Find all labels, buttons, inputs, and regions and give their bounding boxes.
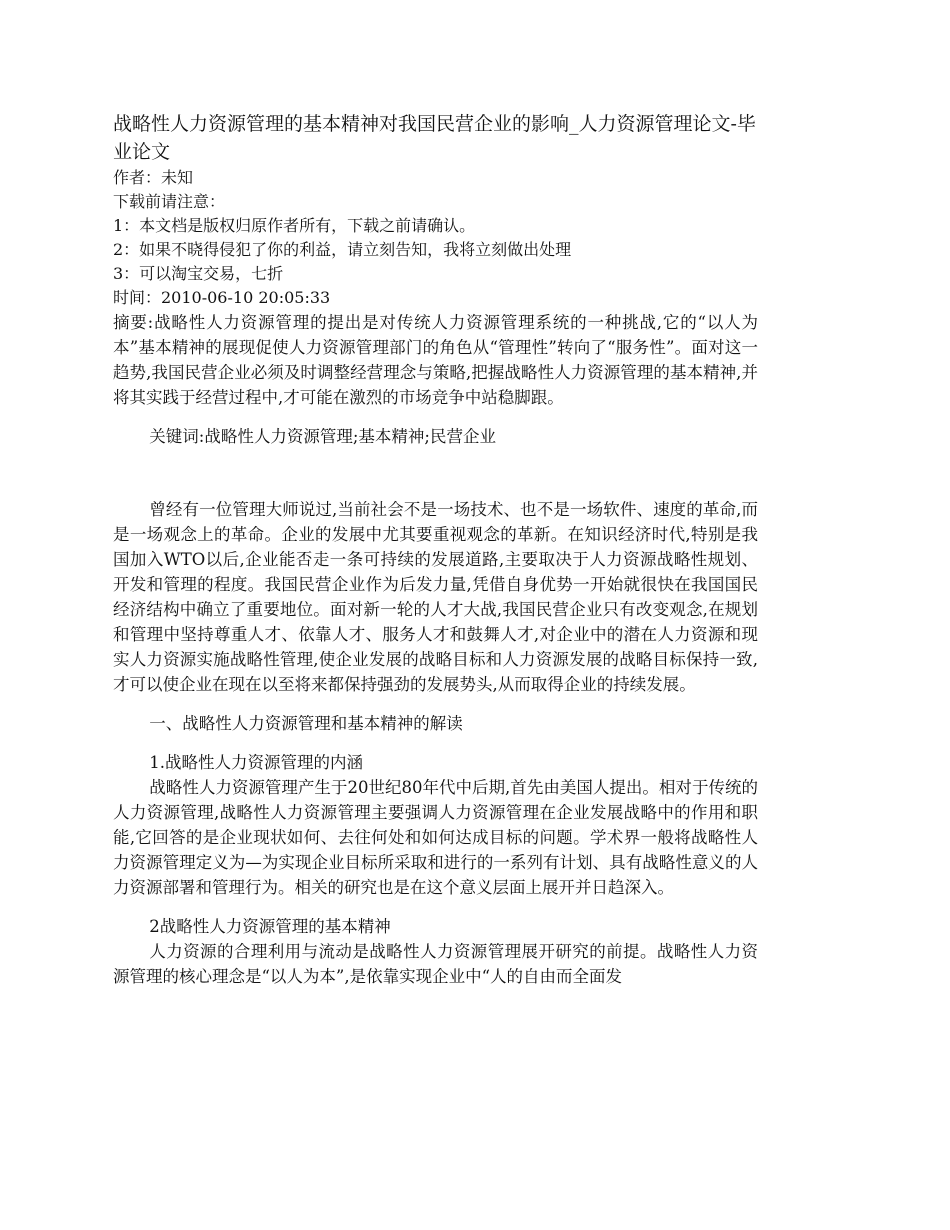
abstract-paragraph: 摘要:战略性人力资源管理的提出是对传统人力资源管理系统的一种挑战,它的“以人为本”基本精神的展现促使人力资源管理部门的角色从“管理性”转向了“服务性”。面对这一趋势,我国民营企业必须及时调整经营理念与策略,把握战略性人力资源管理的基本精神,并将其实践于经营过程中,才可能在激烈的市场竞争中站稳脚跟。 xyxy=(113,313,758,407)
intro-paragraph: 曾经有一位管理大师说过,当前社会不是一场技术、也不是一场软件、速度的革命,而是一场观念上的革命。企业的发展中尤其要重视观念的革新。在知识经济时代,特别是我国加入WTO以后,企业能否走一条可持续的发展道路,主要取决于人力资源战略性规划、开发和管理的程度。我国民营企业作为后发力量,凭借自身优势一开始就很快在我国国民经济结构中确立了重要地位。面对新一轮的人才大战,我国民营企业只有改变观念,在规划和管理中坚持尊重人才、依靠人才、服务人才和鼓舞人才,对企业中的潜在人力资源和现实人力资源实施战略性管理,使企业发展的战略目标和人力资源发展的战略目标保持一致,才可以使企业在现在以至将来都保持强劲的发展势头,从而取得企业的持续发展。 xyxy=(113,500,758,694)
spacer xyxy=(113,900,758,914)
spacer xyxy=(113,697,758,711)
section-heading: 一、战略性人力资源管理和基本精神的解读 xyxy=(149,714,463,733)
spacer xyxy=(113,410,758,424)
notice-item: 3：可以淘宝交易，七折 xyxy=(113,264,284,283)
subsection-heading: 2战略性人力资源管理的基本精神 xyxy=(149,917,391,936)
document-title: 战略性人力资源管理的基本精神对我国民营企业的影响_人力资源管理论文-毕业论文 xyxy=(113,113,756,163)
notice-item: 2：如果不晓得侵犯了你的利益，请立刻告知，我将立刻做出处理 xyxy=(113,240,572,259)
notice-heading: 下载前请注意： xyxy=(113,192,226,211)
time-line: 时间：2010-06-10 20:05:33 xyxy=(113,288,331,307)
subsection-heading: 1.战略性人力资源管理的内涵 xyxy=(149,753,364,772)
keywords-line: 关键词:战略性人力资源管理;基本精神;民营企业 xyxy=(149,427,496,446)
spacer xyxy=(113,736,758,750)
subsection-paragraph: 战略性人力资源管理产生于20世纪80年代中后期,首先由美国人提出。相对于传统的人力资源管理,战略性人力资源管理主要强调人力资源管理在企业发展战略中的作用和职能,它回答的是企业现状如何、去往何处和如何达成目标的问题。学术界一般将战略性人力资源管理定义为—为实现企业目标所采取和进行的一系列有计划、具有战略性意义的人力资源部署和管理行为。相关的研究也是在这个意义层面上展开并日趋深入。 xyxy=(113,778,758,897)
document-page xyxy=(113,110,758,989)
notice-item: 1：本文档是版权归原作者所有，下载之前请确认。 xyxy=(113,216,476,235)
author-line: 作者：未知 xyxy=(113,168,194,187)
spacer xyxy=(113,449,758,497)
subsection-paragraph: 人力资源的合理利用与流动是战略性人力资源管理展开研究的前提。战略性人力资源管理的核心理念是“以人为本”,是依靠实现企业中“人的自由而全面发 xyxy=(113,942,758,986)
